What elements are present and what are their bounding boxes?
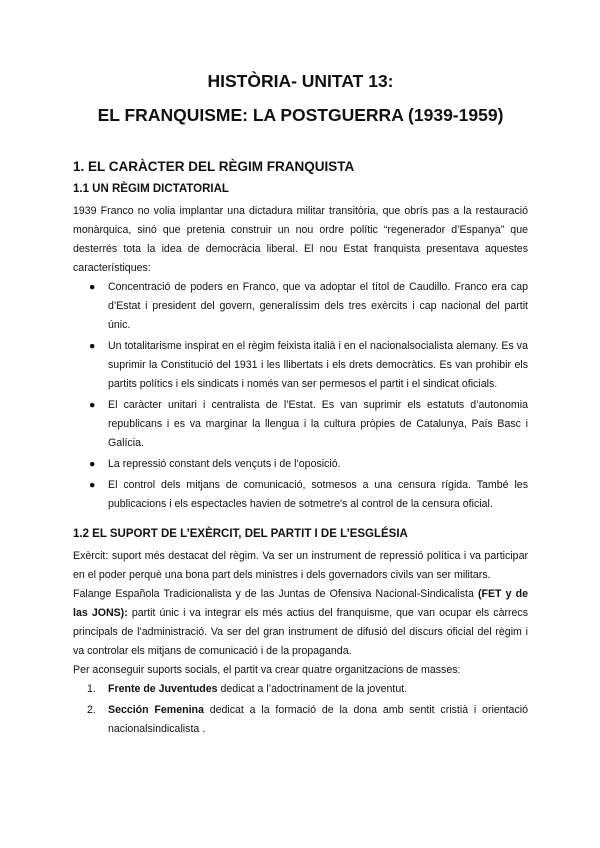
falange-text-start: Falange Española Tradicionalista y de las Juntas de Ofensiva Nacional-Sindicalista <box>73 588 478 600</box>
list-item-text: El caràcter unitari i centralista de l’Estat. Es van suprimir els estatuts d’autonomia republicans i es va marginar la llengua i la cultura pròpies de Catalunya, País Basc i Galícia. <box>108 399 528 449</box>
list-item <box>73 396 528 453</box>
list-item <box>73 455 528 474</box>
bullet-icon: ● <box>89 340 96 352</box>
document-title-line2: EL FRANQUISME: LA POSTGUERRA (1939-1959) <box>97 105 504 125</box>
subsection-1-2-heading: 1.2 EL SUPORT DE L’EXÈRCIT, DEL PARTIT I DE L’ESGLÉSIA <box>73 528 408 540</box>
list-number: 1. <box>87 683 96 695</box>
document-page <box>73 70 528 741</box>
bullet-icon: ● <box>89 281 96 293</box>
list-item-text: Un totalitarisme inspirat en el règim feixista italià i en el nacionalsocialista alemany. Es va suprimir la Constitució del 1931 i les llibertats i els drets democràtics. Es van prohibir els partits polítics i els sindicats i només van ser permesos el partit i el sindicat oficials. <box>108 340 528 390</box>
falange-text-end: partit únic i va integrar els més actius del franquisme, que van ocupar els càrrecs principals de l’administració. Va ser del gran instrument de difusió del discurs oficial del règim i va controlar els mitjans de comunicació i de la propaganda. <box>73 607 528 657</box>
falange-paragraph <box>73 585 528 661</box>
list-item <box>73 337 528 394</box>
bullet-icon: ● <box>89 458 96 470</box>
organizations-list <box>73 680 528 739</box>
organization-name: Frente de Juventudes <box>108 683 218 695</box>
bullet-icon: ● <box>89 399 96 411</box>
organization-name: Sección Femenina <box>108 704 204 716</box>
list-item <box>73 278 528 335</box>
organization-description: dedicat a l’adoctrinament de la joventut. <box>217 683 408 695</box>
section-1-heading: 1. EL CARÀCTER DEL RÈGIM FRANQUISTA <box>73 159 355 174</box>
bullet-icon: ● <box>89 479 96 491</box>
characteristics-list <box>73 278 528 514</box>
army-paragraph: Exèrcit: suport més destacat del règim. Va ser un instrument de repressió política i va participar en el poder perquè una bona part dels ministres i dels governadors civils van ser militars. <box>73 550 528 581</box>
subsection-1-1-intro: 1939 Franco no volia implantar una dictadura militar transitòria, que obrís pas a la restauració monàrquica, sinó que pretenia construir un nou ordre polític “regenerador d’Espanya” que desterrés tota la idea de democràcia liberal. El nou Estat franquista presentava aquestes característiques: <box>73 205 528 274</box>
list-number: 2. <box>87 704 96 716</box>
list-item-text: La repressió constant dels vençuts i de l’oposició. <box>108 458 341 470</box>
falange-acronym: (FET y de las JONS): <box>73 588 528 619</box>
list-item-text: Concentració de poders en Franco, que va adoptar el títol de Caudillo. Franco era cap d’Estat i president del govern, generalíssim dels tres exèrcits i cap nacional del partit únic. <box>108 281 528 331</box>
list-item <box>73 680 528 699</box>
document-title-line1: HISTÒRIA- UNITAT 13: <box>207 71 394 91</box>
organization-description: dedicat a la formació de la dona amb sentit cristià i orientació nacionalsindicalista . <box>108 704 528 735</box>
organizations-intro: Per aconseguir suports socials, el partit va crear quatre organitzacions de masses: <box>73 664 461 676</box>
subsection-1-1-heading: 1.1 UN RÈGIM DICTATORIAL <box>73 183 229 195</box>
list-item <box>73 476 528 514</box>
list-item <box>73 701 528 739</box>
list-item-text: El control dels mitjans de comunicació, sotmesos a una censura rígida. També les publicacions i els espectacles havien de sotmetre's al control de la censura oficial. <box>108 479 528 510</box>
